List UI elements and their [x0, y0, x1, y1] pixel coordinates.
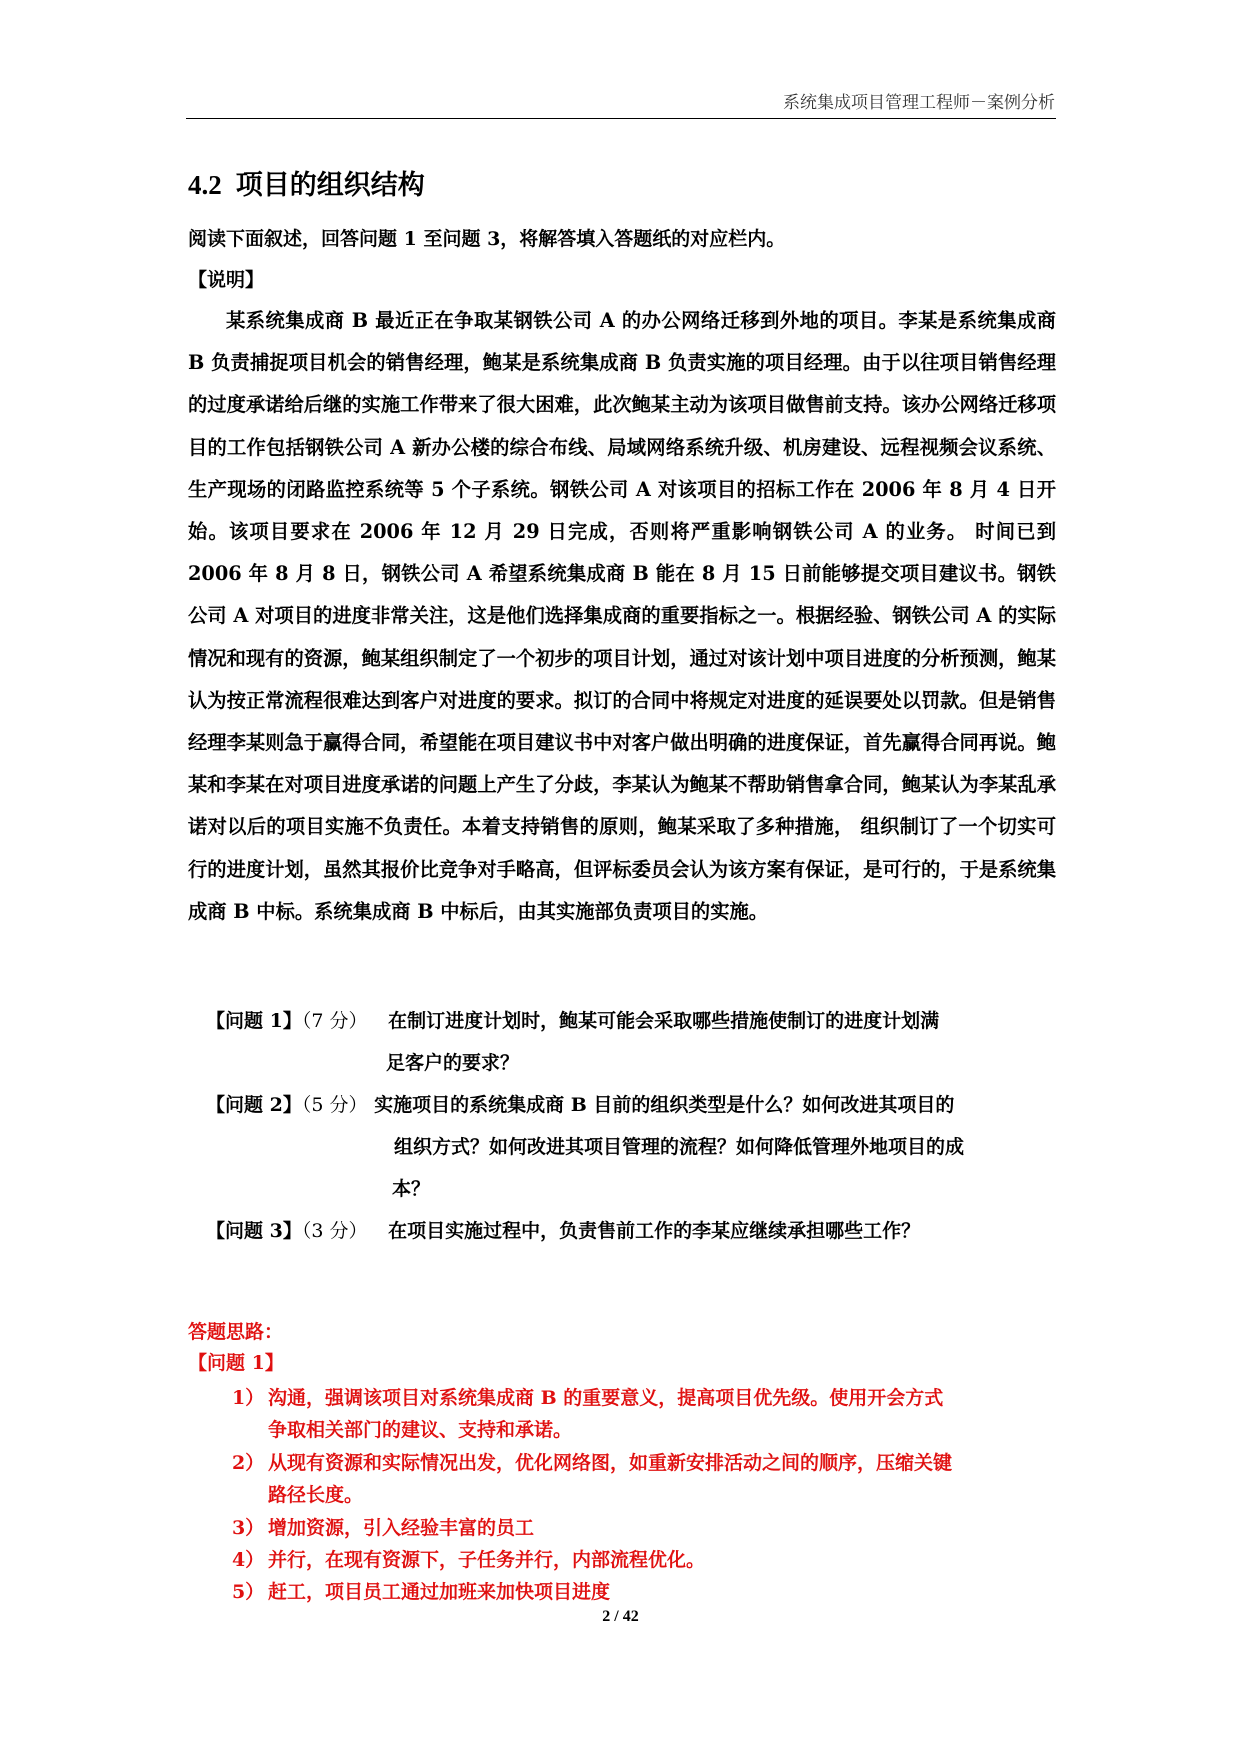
answer-item-3: 3） 增加资源，引入经验丰富的员工 [232, 1517, 535, 1539]
question-label: 【问题 1】（7 分） [206, 1010, 368, 1032]
question-text: 在制订进度计划时，鲍某可能会采取哪些措施使制订的进度计划满 [388, 1010, 940, 1032]
note-label: 【说明】 [188, 269, 265, 291]
question-2 [206, 1084, 954, 1126]
question-label: 【问题 2】（5 分） [206, 1094, 368, 1116]
question-2-continuation-2: 本？ [392, 1178, 431, 1200]
running-header: 系统集成项目管理工程师－案例分析 [783, 93, 1055, 113]
question-label: 【问题 3】（3 分） [206, 1220, 368, 1242]
section-heading [188, 163, 425, 202]
question-1 [206, 1000, 939, 1042]
answer-item-1: 1） 沟通，强调该项目对系统集成商 B 的重要意义，提高项目优先级。使用开会方式 争取相关部门的建议、支持和承诺。 [232, 1387, 944, 1441]
question-text: 实施项目的系统集成商 B 目前的组织类型是什么？如何改进其项目的 [374, 1094, 955, 1116]
question-1-continuation: 足客户的要求？ [386, 1052, 520, 1074]
case-description: 某系统集成商 B 最近正在争取某钢铁公司 A 的办公网络迁移到外地的项目。李某是系统集成商 B 负责捕捉项目机会的销售经理，鲍某是系统集成商 B 负责实施的项目经理。由于以往项目销售经理的过度承诺给后继的实施工作带来了很大困难，此次鲍某主动为该项目做售前支持。该办公网络迁移项目的工作包括钢铁公司 A 新办公楼的综合布线、局域网络系统升级、机房建设、远程视频会议系统、生产现场的闭路监控系统等 5 个子系统。钢铁公司 A 对该项目的招标工作在 2006 年 8 月 4 日开始。该项目要求在 2006 年 12 月 29 日完成，否则将严重影响钢铁公司 A 的业务。 时间已到 2006 年 8 月 8 日，钢铁公司 A 希望系统集成商 B 能在 8 月 15 日前能够提交项目建议书。钢铁公司 A 对项目的进度非常关注，这是他们选择集成商的重要指标之一。根据经验、钢铁公司 A 的实际情况和现有的资源，鲍某组织制定了一个初步的项目计划，通过对该计划中项目进度的分析预测，鲍某认为按正常流程很难达到客户对进度的要求。拟订的合同中将规定对进度的延误要处以罚款。但是销售经理李某则急于赢得合同，希望能在项目建议书中对客户做出明确的进度保证，首先赢得合同再说。鲍某和李某在对项目进度承诺的问题上产生了分歧，李某认为鲍某不帮助销售拿合同，鲍某认为李某乱承诺对以后的项目实施不负责任。本着支持销售的原则，鲍某采取了多种措施， 组织制订了一个切实可行的进度计划，虽然其报价比竞争对手略高，但评标委员会认为该方案有保证，是可行的，于是系统集成商 B 中标。系统集成商 B 中标后，由其实施部负责项目的实施。 [188, 309, 1056, 923]
answer-item-4: 4） 并行，在现有资源下，子任务并行，内部流程优化。 [232, 1549, 706, 1571]
answer-item-2: 2） 从现有资源和实际情况出发，优化网络图，如重新安排活动之间的顺序，压缩关键 路径长度。 [232, 1452, 953, 1506]
question-text: 在项目实施过程中，负责售前工作的李某应继续承担哪些工作？ [388, 1220, 921, 1242]
answer-heading: 答题思路： [188, 1321, 284, 1343]
answer-item-5: 5） 赶工，项目员工通过加班来加快项目进度 [232, 1581, 611, 1603]
question-2-continuation: 组织方式？如何改进其项目管理的流程？如何降低管理外地项目的成 [394, 1136, 965, 1158]
answer-question-label: 【问题 1】 [188, 1352, 284, 1374]
header-divider [186, 118, 1056, 119]
instruction-text: 阅读下面叙述，回答问题 1 至问题 3，将解答填入答题纸的对应栏内。 [188, 228, 786, 250]
section-title: 项目的组织结构 [235, 170, 425, 201]
question-3 [206, 1210, 920, 1252]
section-number: 4.2 [188, 170, 222, 200]
page-number: 2 / 42 [602, 1608, 639, 1625]
